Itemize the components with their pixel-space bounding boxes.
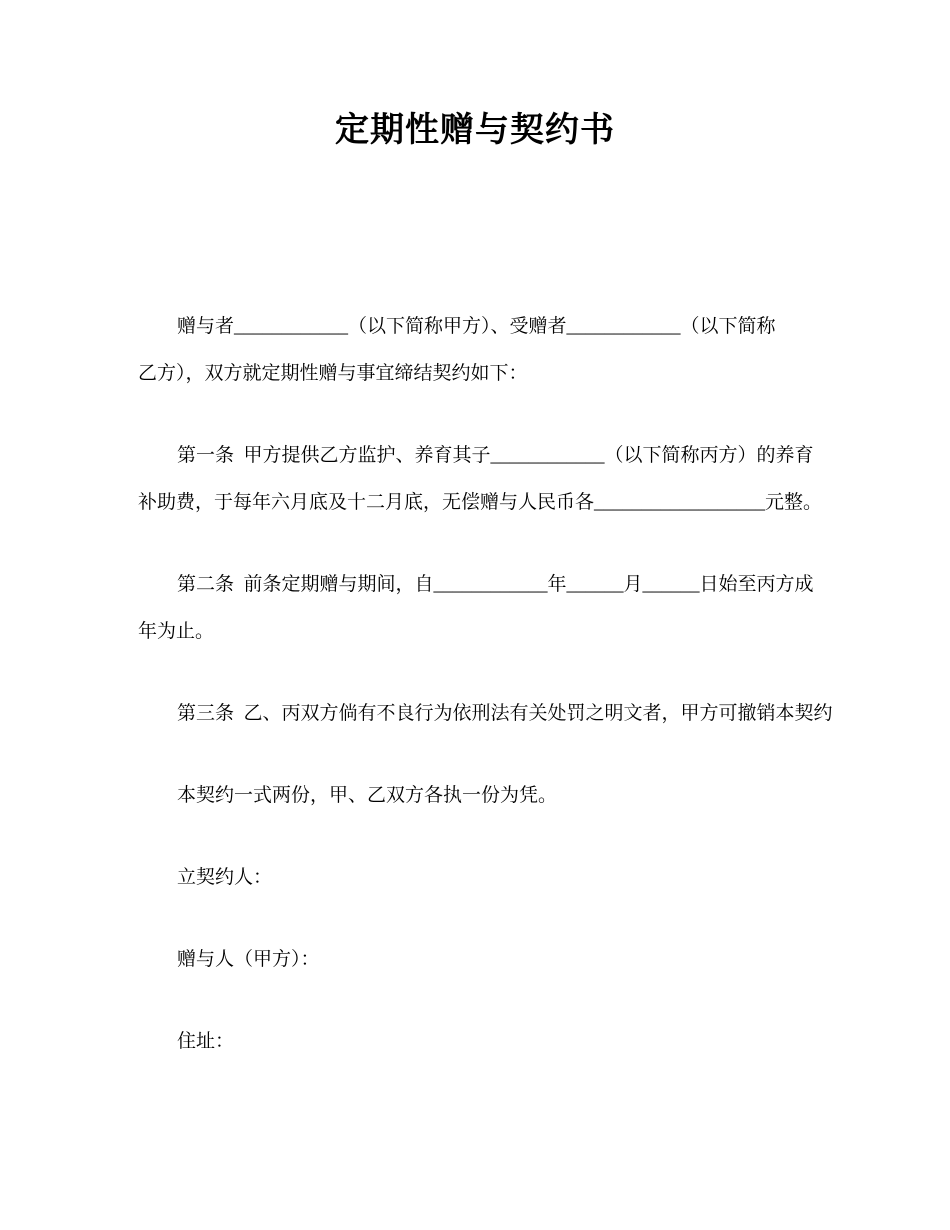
article-2-line-1: 第二条 前条定期赠与期间，自____________年______月______日始至丙方成	[177, 574, 814, 595]
article-3	[138, 690, 833, 737]
address-label: 住址：	[177, 1031, 235, 1052]
article-3-line-1: 第三条 乙、丙双方倘有不良行为依刑法有关处罚之明文者，甲方可撤销本契约	[177, 703, 833, 724]
intro-line-1: 赠与者____________（以下简称甲方）、受赠者____________（以下简称	[177, 316, 776, 337]
copies-clause	[138, 772, 828, 819]
donor-block	[138, 936, 828, 983]
address-block	[138, 1018, 828, 1065]
signatory-block	[138, 854, 828, 901]
article-1	[138, 432, 828, 526]
intro-paragraph	[138, 303, 828, 397]
intro-line-2: 乙方），双方就定期性赠与事宜缔结契约如下：	[138, 363, 528, 384]
article-2	[138, 561, 828, 655]
signatory-label: 立契约人：	[177, 867, 273, 888]
donor-label: 赠与人（甲方）：	[177, 949, 320, 970]
article-2-line-2: 年为止。	[138, 621, 215, 642]
document-title: 定期性赠与契约书	[335, 111, 615, 149]
copies-clause-line: 本契约一式两份，甲、乙双方各执一份为凭。	[177, 785, 558, 806]
article-1-line-1: 第一条 甲方提供乙方监护、养育其子____________（以下简称丙方）的养育	[177, 445, 814, 466]
document-body	[138, 303, 833, 1065]
article-1-line-2: 补助费，于每年六月底及十二月底，无偿赠与人民币各__________________元整。	[138, 492, 823, 513]
